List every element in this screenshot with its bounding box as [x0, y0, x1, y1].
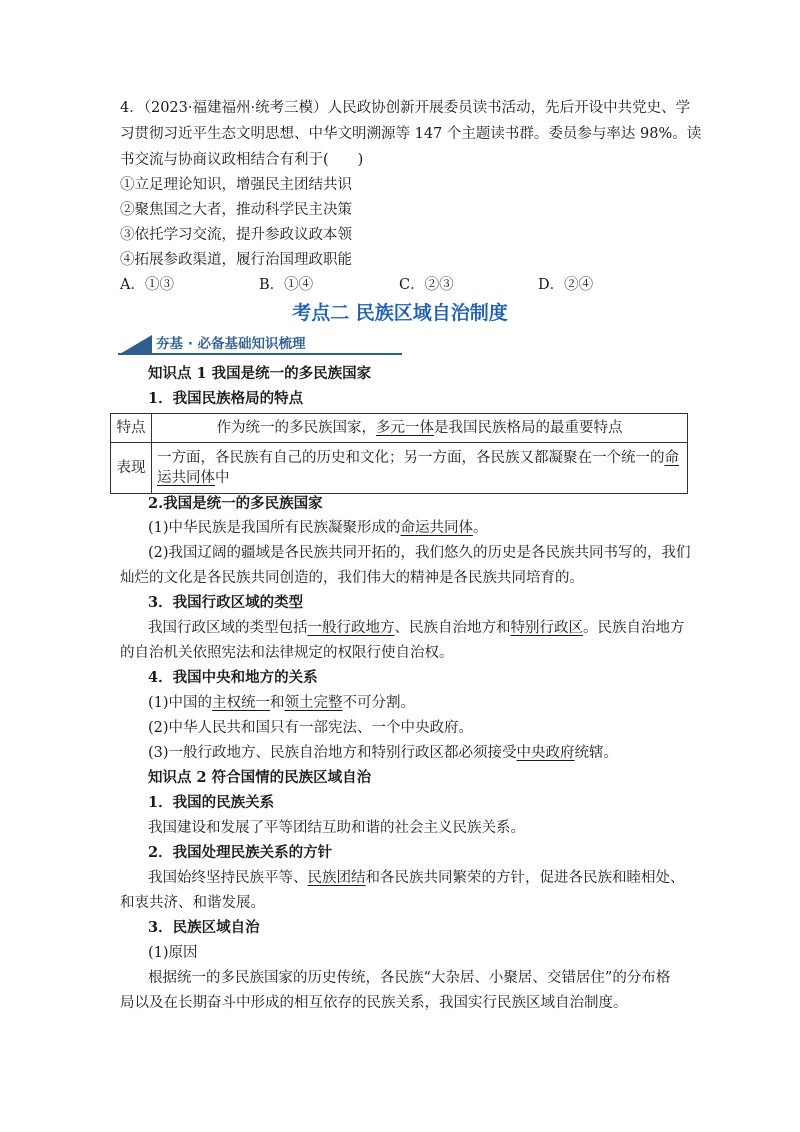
kp2-paragraph-3-line-1: 根据统一的多民族国家的历史传统，各民族“大杂居、小聚居、交错居住”的分布格 — [148, 970, 671, 986]
kp1-paragraph-4-3 — [148, 743, 618, 763]
kp1-paragraph-4-1 — [148, 693, 415, 713]
kp2-paragraph-1: 我国建设和发展了平等团结互助和谐的社会主义民族关系。 — [148, 820, 525, 836]
cell-underlined-term: 命运共同体 — [157, 450, 679, 486]
option-d: D．②④ — [538, 277, 594, 293]
statement-4: ④拓展参政渠道，履行治国理政职能 — [120, 252, 352, 268]
table-cell-manifestation — [152, 443, 688, 494]
paragraph-text: (1)中国的 — [148, 695, 213, 711]
table-cell-feature — [152, 414, 688, 443]
statement-2: ②聚焦国之大者，推动科学民主决策 — [120, 202, 352, 218]
kp2-subheading-2: 2．我国处理民族关系的方针 — [148, 844, 333, 861]
option-b: B．①④ — [259, 277, 314, 293]
underlined-term: 命运共同体 — [400, 520, 474, 536]
table-row-label-feature: 特点 — [111, 414, 152, 443]
paragraph-text: 统辖。 — [574, 745, 619, 761]
kp1-paragraph-3-line-2: 的自治机关依照宪法和法律规定的权限行使自治权。 — [120, 645, 454, 661]
kp2-paragraph-2-line-1 — [148, 868, 685, 888]
underlined-term: 一般行政地方 — [307, 620, 395, 636]
question-4-line-3: 书交流与协商议政相结合有利于( ) — [120, 152, 364, 168]
table-row — [111, 443, 688, 494]
ethnic-pattern-table — [110, 413, 688, 494]
knowledge-point-1-title: 知识点 1 我国是统一的多民族国家 — [148, 365, 372, 382]
paragraph-text: 、民族自治地方和 — [394, 620, 511, 636]
cell-underlined-term: 多元一体 — [376, 420, 434, 436]
statement-3: ③依托学习交流，提升参政议政本领 — [120, 227, 352, 243]
kp2-paragraph-3-line-2: 局以及在长期奋斗中形成的相互依存的民族关系，我国实行民族区域自治制度。 — [120, 995, 628, 1011]
kp2-paragraph-2-line-2: 和衷共济、和谐发展。 — [120, 895, 265, 911]
paragraph-text: 我国始终坚持民族平等、 — [148, 870, 308, 886]
underlined-term: 特别行政区 — [510, 620, 583, 636]
section-title: 考点二 民族区域自治制度 — [292, 302, 508, 324]
kp1-paragraph-2-1 — [148, 518, 488, 538]
paragraph-text: 不可分割。 — [342, 695, 416, 711]
table-row-label-manifestation: 表现 — [111, 443, 152, 494]
underlined-term: 主权统一 — [212, 695, 271, 711]
cell-text: 中 — [215, 470, 230, 486]
banner-underline — [118, 353, 402, 355]
paragraph-text: (1)中华民族是我国所有民族凝聚形成的 — [148, 520, 401, 536]
kp1-paragraph-2-2-line-1: (2)我国辽阔的疆域是各民族共同开拓的，我们悠久的历史是各民族共同书写的，我们 — [148, 545, 691, 561]
paragraph-text: 和各民族共同繁荣的方针，促进各民族和睦相处、 — [365, 870, 685, 886]
statement-1: ①立足理论知识，增强民主团结共识 — [120, 177, 352, 193]
option-a: A．①③ — [120, 277, 174, 293]
cell-text: 是我国民族格局的最重要特点 — [434, 420, 623, 436]
underlined-term: 中央政府 — [516, 745, 575, 761]
kp1-subheading-4: 4．我国中央和地方的关系 — [148, 669, 318, 686]
cell-text: 作为统一的多民族国家， — [216, 420, 376, 436]
paragraph-text: 我国行政区域的类型包括 — [148, 620, 308, 636]
cell-text: 一方面，各民族有自己的历史和文化；另一方面，各民族又都凝聚在一个统一的 — [157, 450, 665, 466]
knowledge-point-2-title: 知识点 2 符合国情的民族区域自治 — [148, 769, 372, 786]
option-c: C．②③ — [399, 277, 454, 293]
paragraph-text: 和 — [270, 695, 285, 711]
banner-label: 夯基 · 必备基础知识梳理 — [156, 336, 306, 352]
kp1-paragraph-3-line-1 — [148, 618, 685, 638]
kp2-paragraph-3-heading: (1)原因 — [148, 945, 198, 961]
kp1-subheading-1: 1．我国民族格局的特点 — [148, 390, 304, 407]
banner-triangle-decoration — [118, 335, 152, 355]
underlined-term: 民族团结 — [307, 870, 366, 886]
kp2-subheading-1: 1．我国的民族关系 — [148, 794, 275, 811]
kp1-paragraph-2-2-line-2: 灿烂的文化是各民族共同创造的，我们伟大的精神是各民族共同培育的。 — [120, 570, 584, 586]
kp1-subheading-3: 3．我国行政区域的类型 — [148, 594, 304, 611]
paragraph-text: (3)一般行政地方、民族自治地方和特别行政区都必须接受 — [148, 745, 517, 761]
table-row — [111, 414, 688, 443]
kp1-subheading-2: 2.我国是统一的多民族国家 — [148, 495, 323, 512]
question-4-line-1: 4．（2023·福建福州·统考三模）人民政协创新开展委员读书活动，先后开设中共党史、学 — [120, 100, 691, 116]
underlined-term: 领土完整 — [284, 695, 343, 711]
kp2-subheading-3: 3．民族区域自治 — [148, 919, 260, 936]
section-banner — [118, 335, 402, 355]
kp1-paragraph-4-2: (2)中华人民共和国只有一部宪法、一个中央政府。 — [148, 720, 474, 736]
paragraph-text: 。民族自治地方 — [583, 620, 685, 636]
paragraph-text: 。 — [473, 520, 488, 536]
question-4-line-2: 习贯彻习近平生态文明思想、中华文明溯源等 147 个主题读书群。委员参与率达 98%。读 — [120, 126, 702, 142]
